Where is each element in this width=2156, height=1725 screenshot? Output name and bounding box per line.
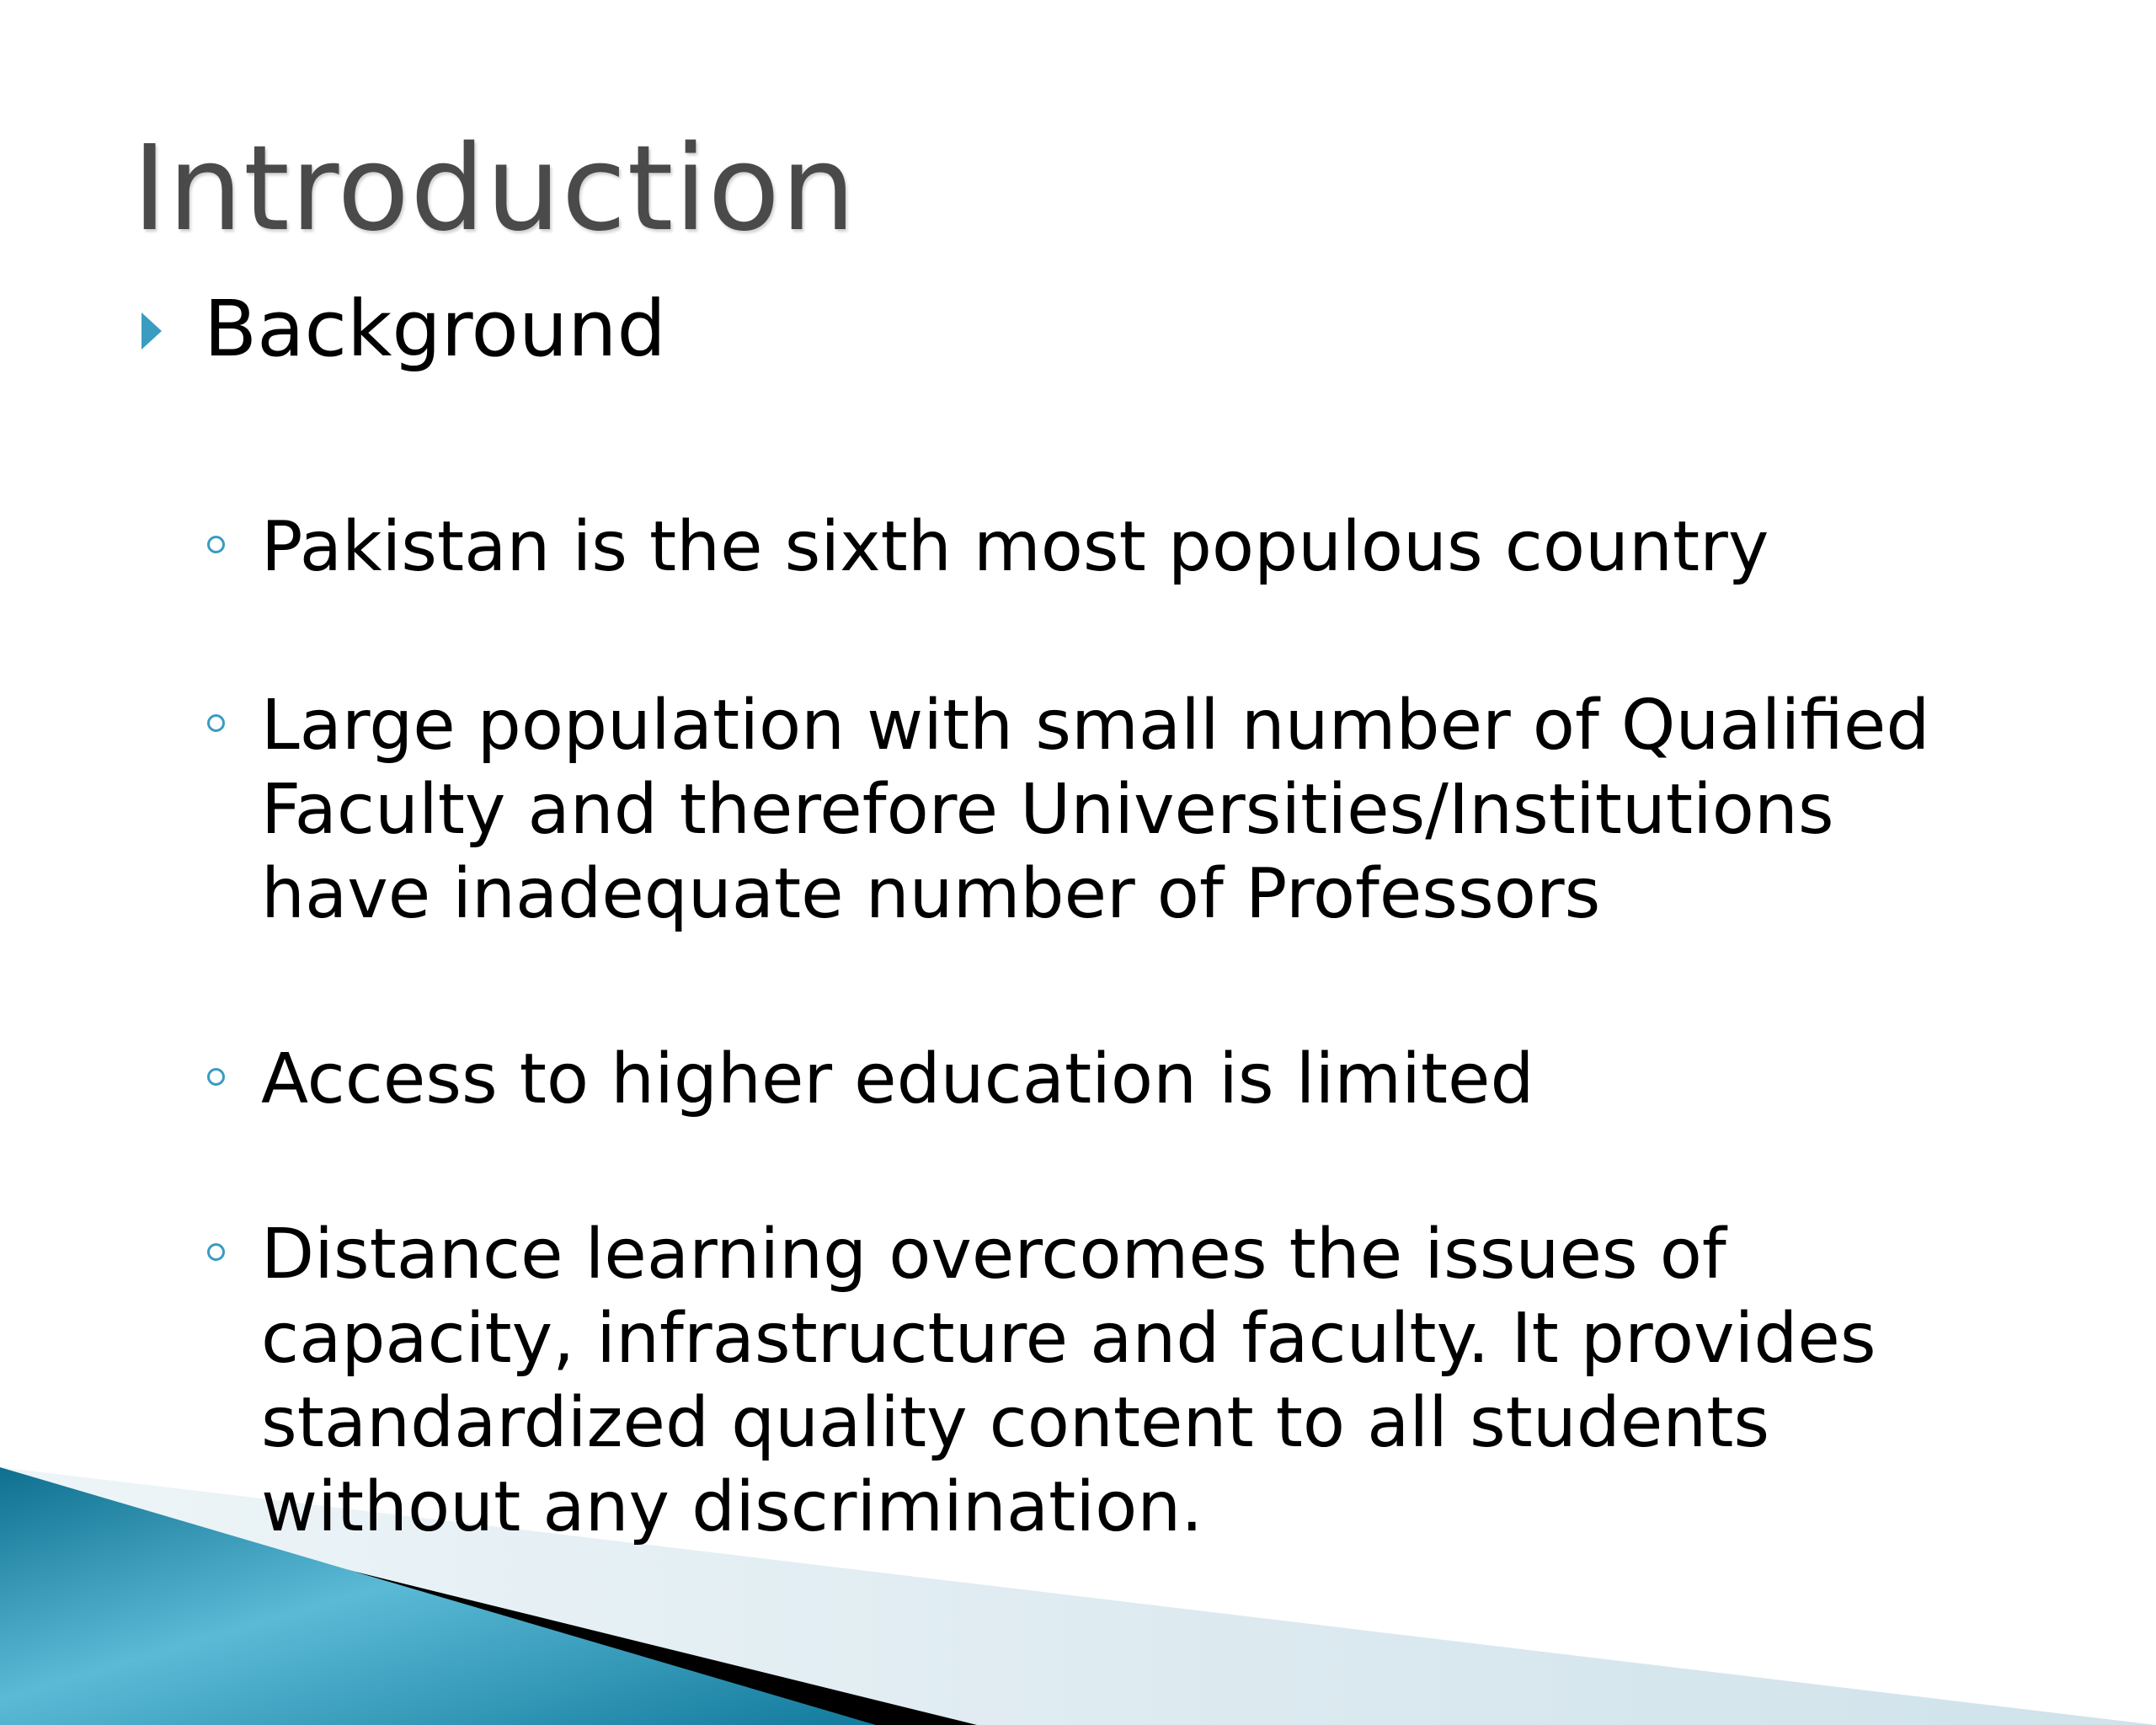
bullet-item: [202, 1038, 2013, 1122]
section-heading: [141, 284, 666, 374]
triangle-right-icon: [141, 312, 162, 350]
bullet-item: [202, 684, 2013, 937]
section-heading-label: Background: [204, 284, 666, 374]
bullet-text: Access to higher education is limited: [261, 1039, 1534, 1119]
slide-title: Introduction: [132, 120, 857, 258]
bullet-text: Large population with small number of Qualified Faculty and therefore Universities/Institutions have inadequate number of Professors: [261, 686, 1930, 934]
bullet-text: Pakistan is the sixth most populous country: [261, 507, 1769, 587]
hollow-circle-icon: [207, 714, 225, 732]
bullet-list: [202, 505, 2013, 1644]
bullet-item: [202, 1213, 2013, 1550]
bullet-text: Distance learning overcomes the issues of capacity, infrastructure and faculty. It provides standardized quality content to all students without any discrimination.: [261, 1215, 1876, 1547]
hollow-circle-icon: [207, 536, 225, 553]
hollow-circle-icon: [207, 1068, 225, 1086]
bullet-item: [202, 505, 2013, 590]
hollow-circle-icon: [207, 1243, 225, 1261]
